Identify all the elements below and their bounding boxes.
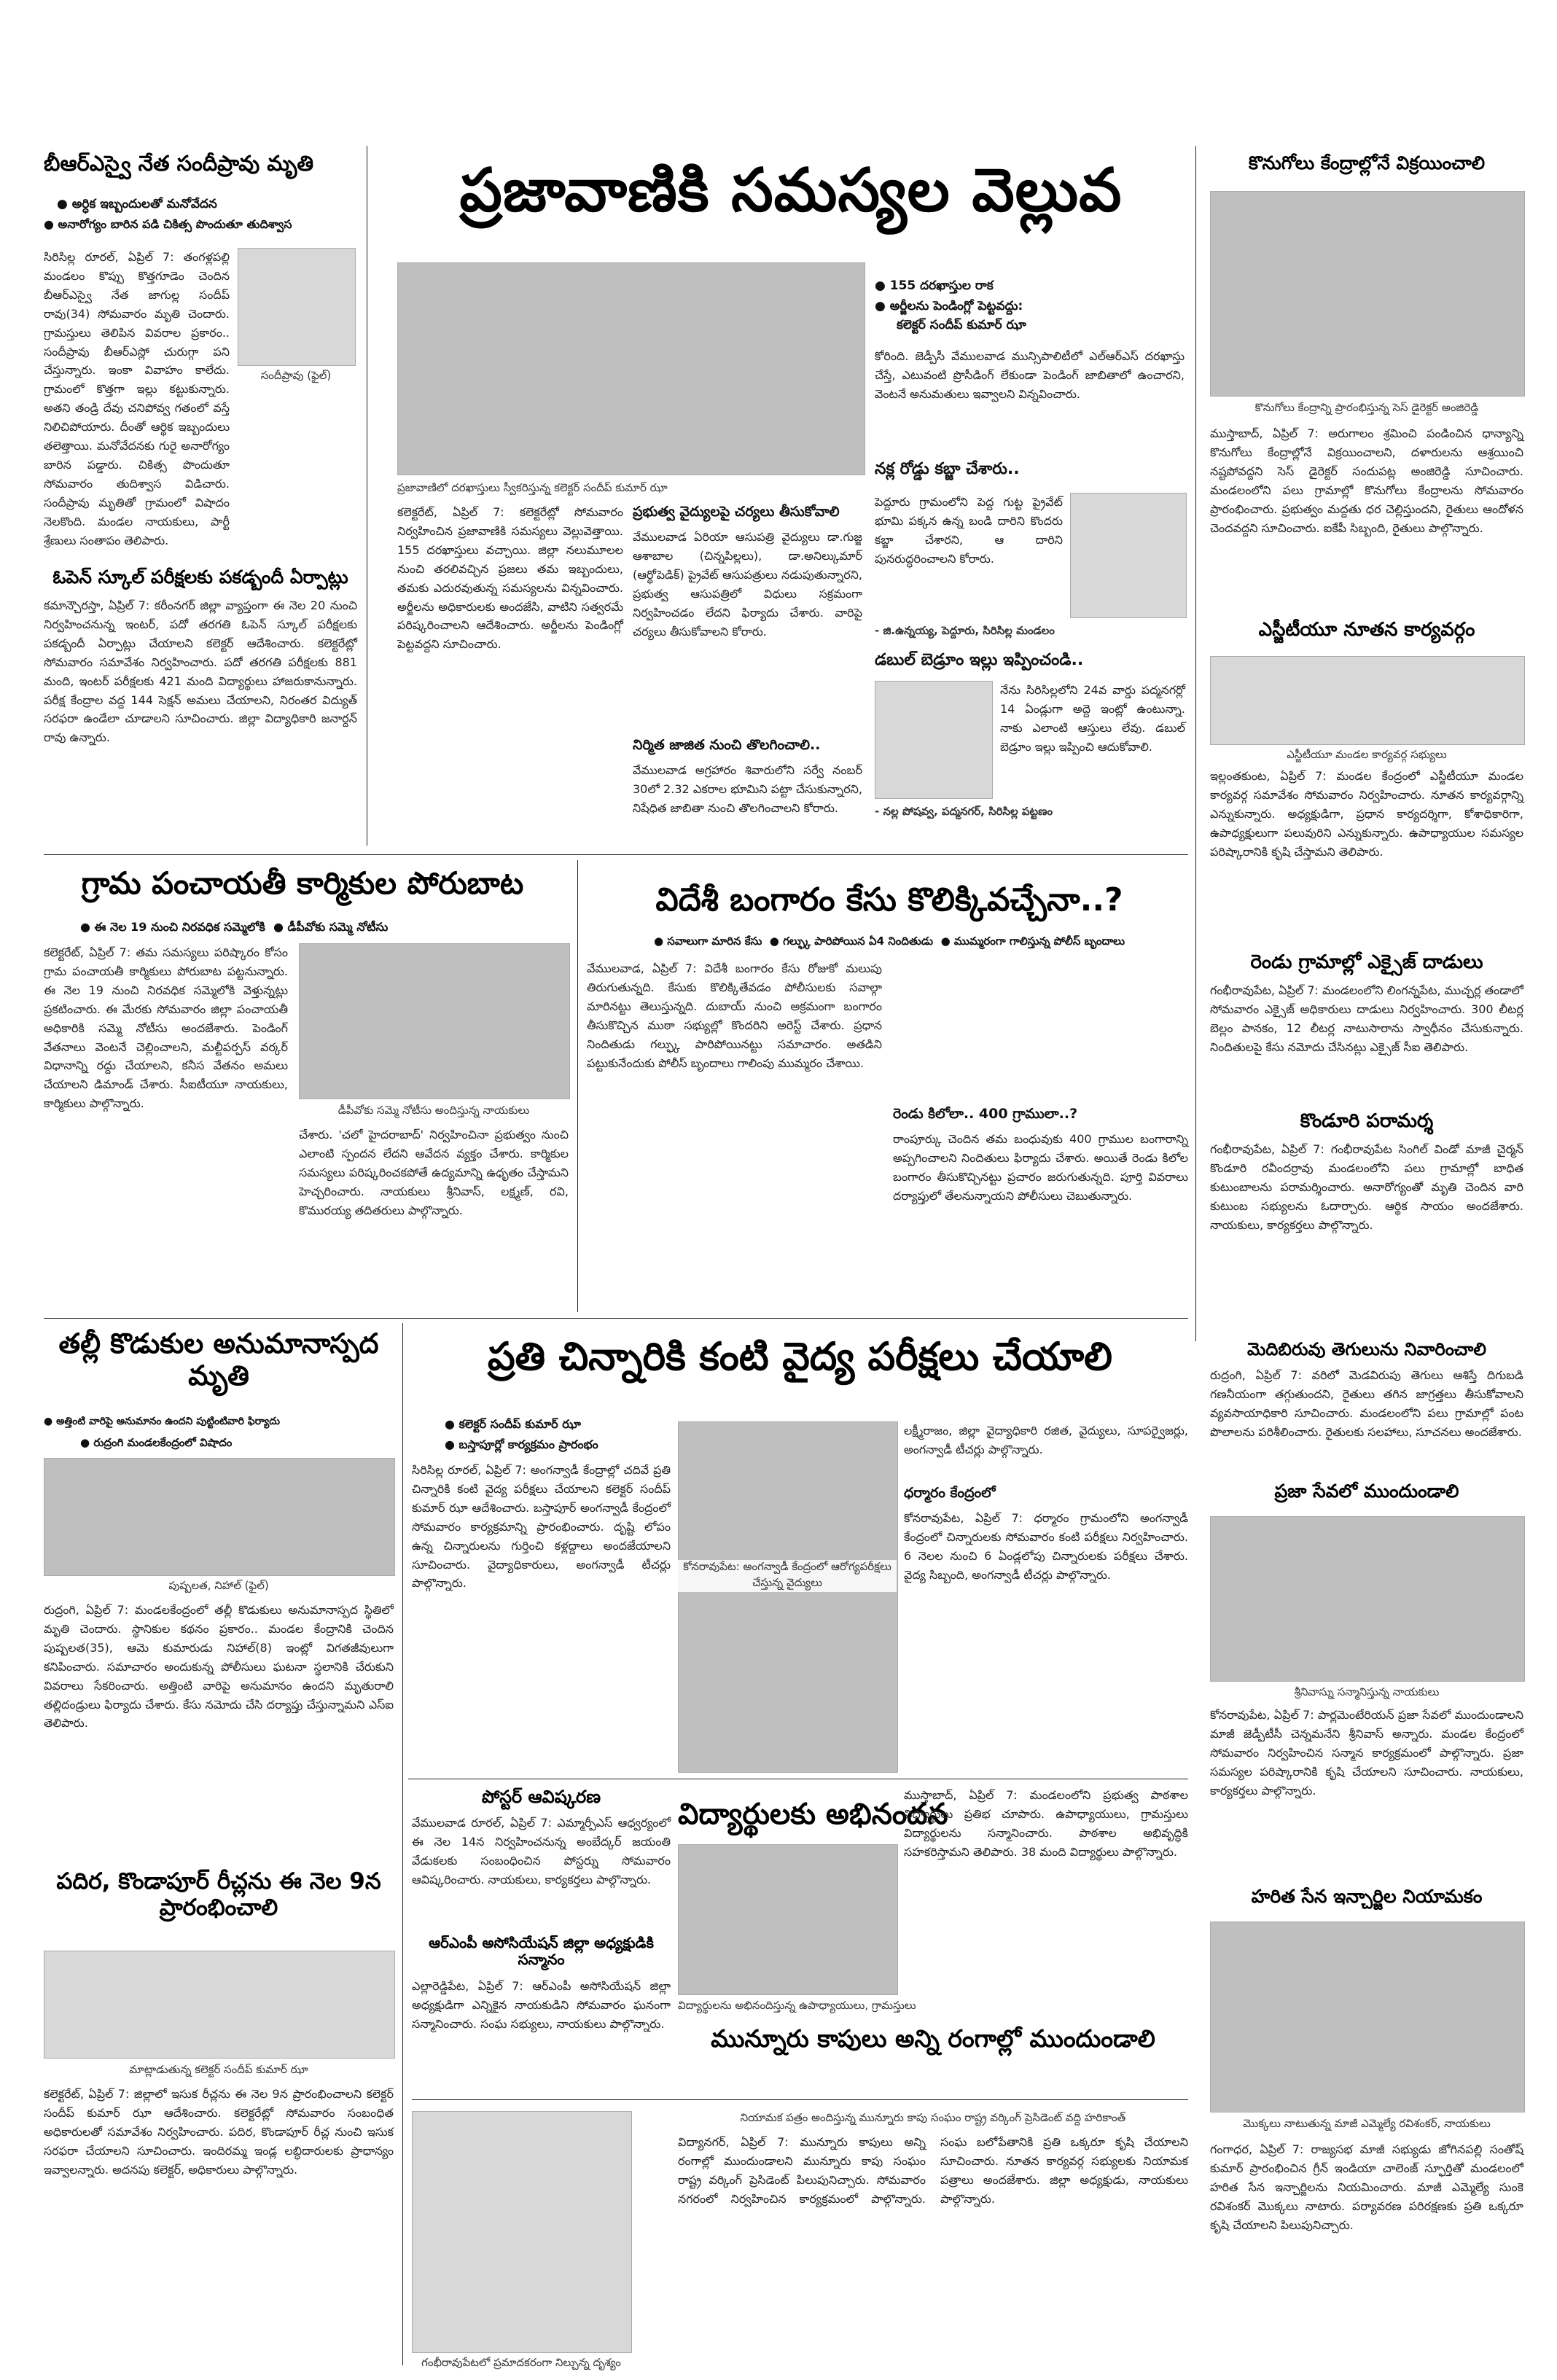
right7-body: గంగాధర, ఏప్రిల్ 7: రాజ్యసభ మాజీ సభ్యుడు జోగినపల్లి సంతోష్ కుమార్ ప్రారంభించిన గ్రీన్ ఇండియా చాలెంజ్ స్ఫూర్తితో మండలంలో హరిత సేన ఇన్చార్జిలను నియమించారు. మాజీ ఎమ్మెల్యే సుంకె రవిశంకర్ మొక్కలు నాటారు. పర్యావరణ పరిరక్షణకు ప్రతి ఒక్కరూ కృషి చేయాలని పిలుపునిచ్చారు. (1210, 2142, 1523, 2232)
eye-photo (678, 1421, 898, 1773)
bullet-icon: ● (875, 278, 890, 293)
divider-row2 (44, 854, 1188, 855)
bullet-icon: ● (940, 935, 954, 948)
divider-mil-eye (402, 1323, 403, 2365)
right4-headline: కొండూరి పరామర్శ (1300, 1110, 1434, 1132)
gp-body: కలెక్టరేట్, ఏప్రిల్ 7: తమ సమస్యలు పరిష్కారం కోసం గ్రామ పంచాయతీ కార్మికులు పోరుబాట పట్టనున్నారు. ఈ నెల 19 నుంచి నిరవధిక సమ్మెలోకి వెళ్తున్నట్లు ప్రకటించారు. ఈ మేరకు సోమవారం జిల్లా పంచాయతీ అధికారికి సమ్మె నోటీసు అందజేశారు. పెండింగ్ వేతనాలు వెంటనే చెల్లించాలని, మల్టీపర్పస్ వర్కర్ విధానాన్ని రద్దు చేయాలని, కనీస వేతనం అమలు చేయాలని డిమాండ్ చేశారు. సీఐటీయూ నాయకులు, కార్మికులు పాల్గొన్నారు. (44, 945, 288, 1111)
eye-col3: లక్ష్మీరాజం, జిల్లా వైద్యాధికారి రజిత, వైద్యులు, సూపర్వైజర్లు, అంగన్వాడీ టీచర్లు పాల్గొన్నారు. (904, 1424, 1188, 1456)
gp-photo-caption: డీపీవోకు సమ్మె నోటీసు అందిస్తున్న నాయకులు (337, 1104, 530, 1117)
right7-headline: హరిత సేన ఇన్చార్జిల నియామకం (1251, 1886, 1483, 1907)
mil-photo (44, 1458, 395, 1576)
right1-photo-caption: కొనుగోలు కేంద్రాన్ని ప్రారంభిస్తున్న సెస్ డైరెక్టర్ అంజిరెడ్డి (1254, 401, 1479, 414)
main-col3b-body: పెద్దూరు గ్రామంలోని పెద్ద గుట్ట ప్రైవేట్ భూమి పక్కన ఉన్న బండి దారిని కొందరు కబ్జా చేశారని, ఆ దారిని పునరుద్ధరించాలని కోరారు. (875, 495, 1063, 566)
divider-right-vertical (1195, 146, 1196, 1341)
divider-row3 (44, 1318, 1188, 1319)
stud-headline: విద్యార్థులకు అభినందన (678, 1798, 948, 1831)
main-photo-caption: ప్రజావాణిలో దరఖాస్తులు స్వీకరిస్తున్న కలెక్టర్ సందీప్ కుమార్ ఝా (397, 481, 668, 494)
eye-sub: ధర్మారం కేంద్రంలో (904, 1485, 996, 1501)
main-body-1: కలెక్టరేట్, ఏప్రిల్ 7: కలెక్టరేట్లో సోమవారం నిర్వహించిన ప్రజావాణికి సమస్యలు వెల్లువెత్తాయి. 155 దరఖాస్తులు వచ్చాయి. జిల్లా నలుమూలల నుంచి తరలివచ్చిన ప్రజలు తమ ఇబ్బందులు, తమకు ఎదురవుతున్న సమస్యలను విన్నవించారు. అర్జీలను అధికారులకు అందజేసి, వాటిని సత్వరమే పరిష్కరించాలని ఆదేశించారు. అర్జీలను పెండింగ్లో పెట్టవద్దని సూచించారు. (397, 505, 623, 652)
bullet-icon: ● (44, 1416, 57, 1427)
bullet-icon: ● (445, 1437, 459, 1451)
right4-body: గంభీరావుపేట, ఏప్రిల్ 7: గంభీరావుపేట సింగిల్ విండో మాజీ చైర్మన్ కొండూరి రవీందర్రావు మండలంలోని పలు గ్రామాల్లో బాధిత కుటుంబాలను పరామర్శించారు. అనారోగ్యంతో మృతి చెందిన వారి కుటుంబ సభ్యులను ఓదార్చారు. ఆర్థిక సాయం అందజేశారు. నాయకులు, కార్యకర్తలు పాల్గొన్నారు. (1210, 1142, 1523, 1232)
bullet-icon: ● (653, 935, 668, 948)
right1-body: ముస్తాబాద్, ఏప్రిల్ 7: అరుగాలం శ్రమించి పండించిన ధాన్యాన్ని కొనుగోలు కేంద్రాల్లోనే విక్రయించాలని, దళారులను ఆశ్రయించి నష్టపోవద్దని సెస్ డైరెక్టర్ సందుపట్ల అంజిరెడ్డి సూచించారు. మండలంలోని పలు గ్రామాల్లో కొనుగోలు కేంద్రాలను సోమవారం ప్రారంభించారు. ప్రభుత్వం మద్దతు ధర చెల్లిస్తుందని, రైతులు ఆందోళన చెందవద్దని సూచించారు. ఐకేపీ సిబ్బంది, రైతులు పాల్గొన్నారు. (1210, 426, 1523, 535)
main-bullet-2: ● అర్జీలను పెండింగ్లో పెట్టవద్దు: (875, 299, 1023, 313)
bullet-icon: ● (44, 217, 58, 231)
left1-bullet-1: ● అర్ధిక ఇబ్బందులతో మనోవేదన (57, 197, 217, 211)
gold-headline: విదేశీ బంగారం కేసు కొలిక్కివచ్చేనా..? (655, 881, 1123, 918)
right6-photo (1210, 1516, 1525, 1682)
mil-body: రుద్రంగి, ఏప్రిల్ 7: మండలకేంద్రంలో తల్లీ కొడుకులు అనుమానాస్పద స్థితిలో మృతి చెందారు. స్థానికుల కథనం ప్రకారం.. మండల కేంద్రానికి చెందిన పుష్పలత(35), ఆమె కుమారుడు నిహాల్(8) ఇంట్లో విగతజీవులుగా కనిపించారు. సమాచారం అందుకున్న పోలీసులు ఘటనా స్థలానికి చేరుకుని వివరాలు సేకరించారు. అత్తింటి వారిపై అనుమానం ఉందని మృతురాలి తల్లిదండ్రులు ఫిర్యాదు చేశారు. కేసు నమోదు చేసి దర్యాప్తు చేస్తున్నామని ఎస్ఐ తెలిపారు. (44, 1603, 394, 1731)
main-col3-photo (1070, 493, 1187, 618)
right5-body: రుద్రంగి, ఏప్రిల్ 7: వరిలో మెడవిరుపు తెగులు ఆశిస్తే దిగుబడి గణనీయంగా తగ్గుతుందని, రైతులు తగిన జాగ్రత్తలు తీసుకోవాలని వ్యవసాయాధికారి సూచించారు. మండలంలోని పలు గ్రామాల్లో పంట పొలాలను పరిశీలించారు. రైతులకు సలహాలు, సూచనలు అందజేశారు. (1210, 1368, 1523, 1439)
right2-headline: ఎస్జీటీయూ నూతన కార్యవర్గం (1258, 619, 1475, 641)
main-sub1: ప్రభుత్వ వైద్యులపై చర్యలు తీసుకోవాలి (633, 504, 840, 520)
main-body-2: వేములవాడ ఏరియా ఆసుపత్రి వైద్యులు డా.గుజ్జ ఆశాబాల (చిన్నపిల్లలు), డా.అనిల్కుమార్ (ఆర్థోపెడిక్) ప్రైవేట్ ఆసుపత్రులు నడుపుతున్నారని, ప్రభుత్వ ఆసుపత్రిలో విధులు సక్రమంగా నిర్వహించడం లేదని ఫిర్యాదు చేశారు. వారిపై చర్యలు తీసుకోవాలని కోరారు. (633, 530, 862, 639)
main-col3c-sign: - నల్ల పోషవ్వ, పద్మనగర్, సిరిసిల్ల పట్టణం (875, 805, 1053, 818)
road-photo-caption: మాట్లాడుతున్న కలెక్టర్ సందీప్ కుమార్ ఝా (129, 2063, 308, 2076)
left1-bullet-2: ● అనారోగ్యం బారిన పడి చికిత్స పొందుతూ తుదిశ్వాస (44, 217, 292, 231)
main-bullet-3: కలెక్టర్ సందీప్ కుమార్ ఝా (897, 318, 1026, 332)
bullet-icon: ● (273, 920, 288, 934)
gp-bullets: ● ఈ నెల 19 నుంచి నిరవధిక సమ్మెలోకి ● డీపీవోకు సమ్మె నోటీసు (80, 920, 389, 934)
eye-bullet-1: ● కలెక్టర్ సందీప్ కుమార్ ఝా (445, 1417, 581, 1431)
main-photo (397, 262, 865, 475)
gp-body-b: చేశారు. 'చలో హైదరాబాద్' నిర్వహించినా ప్రభుత్వం నుంచి ఎలాంటి స్పందన లేదని ఆవేదన వ్యక్తం చేశారు. కార్మికుల సమస్యలు పరిష్కరించకపోతే ఉద్యమాన్ని ఉధృతం చేస్తామని హెచ్చరించారు. నాయకులు శ్రీనివాస్, లక్ష్మణ్, రవి, కొమురయ్య తదితరులు పాల్గొన్నారు. (299, 1128, 569, 1217)
gp-photo (299, 943, 570, 1099)
main-col3-body: కోరింది. జెడ్పీసీ వేములవాడ మున్సిపాలిటీలో ఎల్ఆర్ఎస్ దరఖాస్తు చేస్తే, ఎటువంటి ప్రొసీడింగ్ లేకుండా పెండింగ్ జాబితాలో ఉంచారని, వెంటనే అనుమతులు ఇవ్వాలని విన్నవించారు. (875, 349, 1185, 401)
gold-body: వేములవాడ, ఏప్రిల్ 7: విదేశీ బంగారం కేసు రోజుకో మలుపు తిరుగుతున్నది. కేసుకు కొలిక్కితేవడం పోలీసులకు సవాల్గా మారినట్టు తెలుస్తున్నది. దుబాయ్ నుంచి అక్రమంగా బంగారం తీసుకొచ్చిన ముఠా సభ్యుల్లో కొందరిని అరెస్ట్ చేశారు. ప్రధాన నిందితుడు గల్ఫ్కు పారిపోయినట్టు సమాచారం. అతడిని పట్టుకునేందుకు పోలీస్ బృందాలు గాలింపు ముమ్మరం చేశాయి. (587, 961, 882, 1070)
munnur-photo (412, 2111, 632, 2353)
mil-photo-caption: పుష్పలత, నిహాల్ (ఫైల్) (168, 1579, 269, 1592)
right5-headline: మెదిబిరువు తెగులును నివారించాలి (1247, 1339, 1486, 1359)
gold-body-col2-top (893, 959, 1188, 1102)
right6-headline: ప్రజా సేవలో ముందుండాలి (1274, 1480, 1459, 1502)
right7-photo-caption: మొక్కలు నాటుతున్న మాజీ ఎమ్మెల్యే రవిశంకర్, నాయకులు (1243, 2117, 1491, 2130)
eye-headline: ప్రతి చిన్నారికి కంటి వైద్య పరీక్షలు చేయాలి (488, 1335, 1112, 1379)
bullet-icon: ● (769, 935, 784, 948)
left1-body-cont (44, 539, 357, 561)
munnur-bottom-caption: గంభీరావుపేటలో ప్రమాదకరంగా నిల్చున్న దృశ్యం (421, 2356, 621, 2369)
arm-body: ఎల్లారెడ్డిపేట, ఏప్రిల్ 7: ఆర్ఎంపీ అసోసియేషన్ జిల్లా అధ్యక్షుడిగా ఎన్నికైన నాయకుడిని సోమవారం ఘనంగా సన్మానించారు. సంఘ సభ్యులు, నాయకులు పాల్గొన్నారు. (412, 1979, 671, 2031)
right1-headline: కొనుగోలు కేంద్రాల్లోనే విక్రయించాలి (1248, 152, 1486, 173)
road-body: కలెక్టరేట్, ఏప్రిల్ 7: జిల్లాలో ఇసుక రీచ్లను ఈ నెల 9న ప్రారంభించాలని కలెక్టర్ సందీప్ కుమార్ ఝా ఆదేశించారు. కలెక్టరేట్లో సోమవారం సంబంధిత అధికారులతో సమావేశం నిర్వహించారు. పదిర, కొండాపూర్ రీచ్ల నుంచి ఇసుక సరఫరా చేయాలని సూచించారు. ఇందిరమ్మ ఇండ్ల లబ్ధిదారులకు ప్రాధాన్యం ఇవ్వాలన్నారు. అదనపు కలెక్టర్, అధికారులు పాల్గొన్నారు. (44, 2087, 394, 2177)
munnur-body: విద్యానగర్, ఏప్రిల్ 7: మున్నూరు కాపులు అన్ని రంగాల్లో ముందుండాలని మున్నూరు కాపు సంఘం రాష్ట్ర వర్కింగ్ ప్రెసిడెంట్ పిలుపునిచ్చారు. సోమవారం నగరంలో నిర్వహించిన కార్యక్రమంలో పాల్గొన్నారు. సంఘ బలోపేతానికి ప్రతి ఒక్కరూ కృషి చేయాలని సూచించారు. నూతన కార్యవర్గ సభ్యులకు నియామక పత్రాలు అందజేశారు. జిల్లా అధ్యక్షుడు, నాయకులు పాల్గొన్నారు. (678, 2135, 1188, 2206)
left1-photo-caption: సందీప్రావు (ఫైల్) (260, 369, 332, 382)
main-col3c-photo (875, 681, 993, 799)
right7-photo (1210, 1921, 1525, 2112)
eye-col3b: కోనరావుపేట, ఏప్రిల్ 7: ధర్మారం గ్రామంలోని అంగన్వాడీ కేంద్రంలో చిన్నారులకు సోమవారం కంటి పరీక్షలు నిర్వహించారు. 6 నెలల నుంచి 6 ఏండ్లలోపు చిన్నారులకు పరీక్షలు చేశారు. వైద్య సిబ్బంది, అంగన్వాడీ టీచర్లు పాల్గొన్నారు. (904, 1511, 1188, 1582)
main-sub3: నక్ల రోడ్డు కబ్జా చేశారు.. (875, 460, 1020, 478)
left2-body: కమాన్చౌరస్తా, ఏప్రిల్ 7: కరీంనగర్ జిల్లా వ్యాప్తంగా ఈ నెల 20 నుంచి నిర్వహించనున్న ఇంటర్, పదో తరగతి ఓపెన్ స్కూల్ పరీక్షలకు పకడ్బందీ ఏర్పాట్లు చేయాలని కలెక్టర్ ఆదేశించారు. కలెక్టరేట్లో సోమవారం సమావేశం నిర్వహించారు. పదో తరగతి పరీక్షలకు 881 మంది, ఇంటర్ పరీక్షలకు 421 మంది విద్యార్థులు హాజరుకానున్నారు. పరీక్ష కేంద్రాల వద్ద 144 సెక్షన్ అమలు చేయాలని, నిరంతర విద్యుత్ సరఫరా ఉండేలా చూడాలని సూచించారు. జిల్లా విద్యాధికారి జనార్దన్ రావు ఉన్నారు. (44, 598, 357, 745)
divider-gp-gold (577, 860, 578, 1312)
poster-headline: పోస్టర్ ఆవిష్కరణ (481, 1787, 601, 1807)
arm-headline: ఆర్ఎంపీ అసోసియేషన్ జిల్లా అధ్యక్షుడికి సన్మానం (429, 1934, 654, 1968)
left1-body: సిరిసిల్ల రూరల్, ఏప్రిల్ 7: తంగళ్లపల్లి మండలం కొప్పు కొత్తగూడెం చెందిన బీఆర్ఎస్వై నేత జాగుల్ల సందీప్ రావు(34) సోమవారం మృతి చెందారు. గ్రామస్తులు తెలిపిన వివరాల ప్రకారం.. సందీప్రావు బీఆర్ఎస్లో చురుగ్గా పని చేస్తున్నారు. ఇంకా వివాహం కాలేదు. గ్రామంలో కొత్తగా ఇల్లు కట్టుకున్నారు. అతని తండ్రి దేవు చనిపోవ్వ గతంలో వస్తే నిలిచిపోయారు. దీంతో ఆర్థిక ఇబ్బందులు తలెత్తాయి. మనోవేదనకు గురై అనారోగ్యం బారిన పడ్డారు. చికిత్స పొందుతూ సోమవారం తుదిశ్వాస విడిచారు. సందీప్రావు మృతితో గ్రామంలో విషాదం నెలకొంది. మండల నాయకులు, పార్టీ శ్రేణులు సంతాపం తెలిపారు. (44, 250, 230, 547)
right2-photo-caption: ఎస్జీటీయూ మండల కార్యవర్గ సభ్యులు (1287, 748, 1447, 761)
right3-body: గంభీరావుపేట, ఏప్రిల్ 7: మండలంలోని లింగన్నపేట, ముచ్చర్ల తండాలో సోమవారం ఎక్సైజ్ అధికారులు దాడులు నిర్వహించారు. 300 లీటర్ల బెల్లం పానకం, 12 లీటర్ల నాటుసారాను స్వాధీనం చేసుకున్నారు. నిందితులపై కేసు నమోదు చేసినట్లు ఎక్సైజ్ సీఐ తెలిపారు. (1210, 983, 1523, 1054)
right2-photo (1210, 656, 1525, 745)
right6-body: కోనరావుపేట, ఏప్రిల్ 7: పార్లమెంటేరియన్ ప్రజా సేవలో ముందుండాలని మాజీ జెడ్పీటీసీ చెన్నమనేని శ్రీనివాస్ అన్నారు. మండల కేంద్రంలో సోమవారం నిర్వహించిన సన్మాన కార్యక్రమంలో పాల్గొన్నారు. ప్రజా సమస్యల పరిష్కారానికి కృషి చేయాలని సూచించారు. నాయకులు, కార్యకర్తలు పాల్గొన్నారు. (1210, 1708, 1523, 1798)
road-headline: పదిర, కొండాపూర్ రీచ్లను ఈ నెల 9న ప్రారంభించాలి (56, 1868, 381, 1921)
left1-photo (238, 248, 356, 366)
main-body-3: వేములవాడ అగ్రహారం శివారులోని సర్వే నంబర్ 30లో 2.32 ఎకరాల భూమిని పట్టా చేసుకున్నారని, నిషేధిత జాబితా నుంచి తొలగించాలని కోరారు. (633, 763, 862, 815)
main-col3b-sign: - జి.ఉన్నయ్య, పెద్దూరు, సిరిసిల్ల మండలం (875, 624, 1055, 637)
main-sub2: నిర్మిత జాజిత నుంచి తొలగించాలి.. (633, 737, 821, 753)
left1-headline: బీఆర్ఎస్వై నేత సందీప్రావు మృతి (44, 151, 314, 176)
bullet-icon: ● (445, 1417, 459, 1431)
gold-bullets: ● సవాలుగా మారిన కేసు ● గల్ఫ్కు పారిపోయిన ఏ4 నిందితుడు ● ముమ్మరంగా గాలిస్తున్న పోలీస్ బృందాలు (653, 935, 1125, 948)
right3-headline: రెండు గ్రామాల్లో ఎక్సైజ్ దాడులు (1250, 951, 1483, 973)
road-photo (44, 1951, 395, 2059)
eye-body: సిరిసిల్ల రూరల్, ఏప్రిల్ 7: అంగన్వాడీ కేంద్రాల్లో చదివే ప్రతి చిన్నారికి కంటి వైద్య పరీక్షలు చేయాలని కలెక్టర్ సందీప్ కుమార్ ఝా ఆదేశించారు. బస్తాపూర్ అంగన్వాడీ కేంద్రంలో సోమవారం కార్యక్రమాన్ని ప్రారంభించారు. దృష్టి లోపం ఉన్న చిన్నారులను గుర్తించి కళ్లద్దాలు అందజేయాలని సూచించారు. వైద్యాధికారులు, అంగన్వాడీ టీచర్లు పాల్గొన్నారు. (412, 1463, 671, 1591)
divider-munnur (412, 2099, 1188, 2100)
bullet-icon: ● (80, 1436, 94, 1449)
stud-photo (678, 1844, 898, 1995)
right6-photo-caption: శ్రీనివాస్ను సన్మానిస్తున్న నాయకులు (1294, 1685, 1440, 1698)
left2-headline: ఓపెన్ స్కూల్ పరీక్షలకు పకడ్బందీ ఏర్పాట్లు (52, 566, 348, 588)
right2-body: ఇల్లంతకుంట, ఏప్రిల్ 7: మండల కేంద్రంలో ఎస్జీటీయూ మండల కార్యవర్గ సమావేశం సోమవారం నిర్వహించారు. నూతన కార్యవర్గాన్ని ఎన్నుకున్నారు. అధ్యక్షుడిగా, ప్రధాన కార్యదర్శిగా, కోశాధికారిగా, ఉపాధ్యక్షులుగా పలువురిని ఎన్నుకున్నారు. ఉపాధ్యాయుల సమస్యల పరిష్కారానికి కృషి చేస్తామని తెలిపారు. (1210, 769, 1523, 859)
main-sub4: డబుల్ బెడ్రూం ఇల్లు ఇప్పించండి.. (875, 651, 1084, 669)
gp-headline: గ్రామ పంచాయతీ కార్మికుల పోరుబాట (81, 865, 524, 901)
munnur-headline: మున్నూరు కాపులు అన్ని రంగాల్లో ముందుండాలి (711, 2024, 1155, 2053)
poster-body: వేములవాడ రూరల్, ఏప్రిల్ 7: ఎమ్మార్పీఎస్ ఆధ్వర్యంలో ఈ నెల 14న నిర్వహించనున్న అంబేద్కర్ జయంతి వేడుకలకు సంబంధించిన పోస్టర్ను సోమవారం ఆవిష్కరించారు. నాయకులు, కార్యకర్తలు పాల్గొన్నారు. (412, 1816, 671, 1887)
main-headline: ప్రజావాణికి సమస్యల వెల్లువ (459, 156, 1123, 225)
gold-body-2: రాంపూర్కు చెందిన తమ బంధువుకు 400 గ్రాముల బంగారాన్ని అప్పగించాలని నిందితులు ఫిర్యాదు చేశారు. అయితే రెండు కిలోల బంగారం తీసుకొచ్చినట్టు ప్రచారం జరుగుతున్నది. పూర్తి వివరాలు దర్యాప్తులో తేలనున్నాయని పోలీసులు చెబుతున్నారు. (893, 1132, 1188, 1203)
gold-sub: రెండు కిలోలా.. 400 గ్రాములా..? (893, 1106, 1078, 1122)
mil-headline: తల్లీ కొడుకుల అనుమానాస్పద మృతి (58, 1327, 379, 1392)
bullet-icon: ● (57, 197, 72, 211)
right1-photo (1210, 191, 1525, 397)
mil-bullet-2: ● రుద్రంగి మండలకేంద్రంలో విషాదం (80, 1436, 233, 1449)
eye-photo-caption: కోనరావుపేట: అంగన్వాడీ కేంద్రంలో ఆరోగ్యపరీక్షలు చేస్తున్న వైద్యులు (678, 1560, 897, 1592)
mil-bullet-1: ● అత్తింటి వారిపై అనుమానం ఉందని పుట్టింటివారి ఫిర్యాదు (44, 1416, 280, 1427)
main-bullet-1: ● 155 దరఖాస్తుల రాక (875, 278, 994, 293)
stud-photo-caption: విద్యార్థులను అభినందిస్తున్న ఉపాధ్యాయులు, గ్రామస్తులు (678, 1999, 916, 2012)
eye-bullet-2: ● బస్తాపూర్లో కార్యక్రమం ప్రారంభం (445, 1437, 598, 1451)
main-col3c-body: నేను సిరిసిల్లలోని 24వ వార్డు పద్మనగర్లో 14 ఏండ్లుగా అద్దె ఇంట్లో ఉంటున్నా. నాకు ఎలాంటి ఆస్తులు లేవు. డబుల్ బెడ్రూం ఇల్లు ఇప్పించి ఆదుకోవాలి. (1000, 683, 1185, 754)
munnur-photo-caption: నియామక పత్రం అందిస్తున్న మున్నూరు కాపు సంఘం రాష్ట్ర వర్కింగ్ ప్రెసిడెంట్ వద్ది హరికాంత్ (740, 2111, 1126, 2124)
bullet-icon: ● (80, 920, 95, 934)
bullet-icon: ● (875, 299, 890, 313)
stud-body: ముస్తాబాద్, ఏప్రిల్ 7: మండలంలోని ప్రభుత్వ పాఠశాల విద్యార్థులు ప్రతిభ చూపారు. ఉపాధ్యాయులు, గ్రామస్తులు విద్యార్థులను సన్మానించారు. పాఠశాల అభివృద్ధికి సహకరిస్తామని తెలిపారు. 38 మంది విద్యార్థులు పాల్గొన్నారు. (904, 1788, 1188, 1859)
